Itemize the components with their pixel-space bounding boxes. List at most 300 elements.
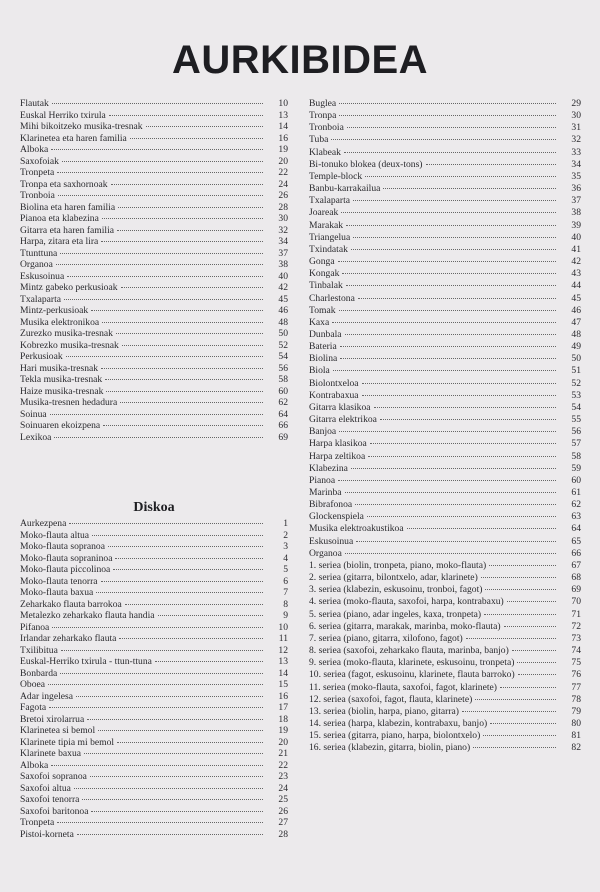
toc-entry-label: Tekla musika-tresnak	[20, 374, 103, 385]
dot-leader	[96, 592, 263, 593]
toc-entry	[20, 236, 288, 248]
dot-leader	[51, 765, 263, 766]
toc-entry-label: Tronboia	[309, 122, 344, 134]
toc-entry-label: Txalaparta	[20, 293, 62, 305]
toc-entry	[309, 463, 581, 475]
toc-entry-page: 73	[571, 632, 581, 644]
toc-entry-page: 78	[571, 693, 581, 705]
dot-leader	[102, 218, 263, 219]
toc-entry-page: 43	[571, 268, 581, 280]
toc-entry	[20, 397, 288, 409]
toc-entry-label: Tuba	[309, 134, 329, 146]
toc-entry	[309, 98, 581, 110]
toc-entry	[309, 584, 581, 596]
toc-entry	[20, 748, 288, 760]
dot-leader	[489, 565, 556, 566]
dot-leader	[120, 402, 263, 403]
toc-entry-page: 60	[278, 385, 288, 397]
toc-entry-page: 37	[278, 247, 288, 259]
toc-entry-label: Dunbala	[309, 328, 342, 340]
toc-entry-page: 81	[571, 730, 581, 742]
dot-leader	[101, 368, 263, 369]
toc-entry-page: 13	[278, 656, 288, 667]
toc-entry-page: 50	[278, 328, 288, 339]
toc-entry-page: 1	[283, 518, 288, 529]
toc-entry-label: Aurkezpena	[20, 518, 67, 529]
toc-entry-page: 8	[283, 598, 288, 610]
dot-leader	[77, 834, 263, 835]
toc-entry-label: Irlandar zeharkako flauta	[20, 633, 117, 644]
toc-entry-label: Kontrabaxua	[309, 389, 359, 401]
toc-entry-page: 19	[278, 725, 288, 736]
toc-entry-label: Euskal-Herriko txirula - ttun-ttuna	[20, 656, 152, 667]
toc-entry-page: 66	[278, 420, 288, 431]
toc-entry-label: Zurezko musika-tresnak	[20, 328, 113, 339]
toc-entry-label: Musika elektroakustikoa	[309, 523, 404, 535]
dot-leader	[67, 276, 263, 277]
toc-entry-page: 44	[571, 280, 581, 292]
dot-leader	[407, 528, 556, 529]
toc-entry-label: 14. seriea (harpa, klabezin, kontrabaxu, banjo)	[309, 717, 488, 729]
dot-leader	[367, 516, 556, 517]
dot-leader	[98, 730, 263, 731]
toc-entry-page: 41	[571, 243, 581, 255]
toc-entry	[309, 268, 581, 280]
toc-entry	[20, 282, 288, 294]
toc-entry	[20, 633, 288, 645]
dot-leader	[121, 287, 263, 288]
dot-leader	[74, 788, 263, 789]
dot-leader	[105, 379, 263, 380]
dot-leader	[344, 152, 556, 153]
toc-entry-page: 76	[571, 669, 581, 681]
toc-entry	[309, 293, 581, 305]
toc-entry-label: Txalaparta	[309, 195, 351, 207]
dot-leader	[108, 546, 263, 547]
toc-entry-label: 6. seriea (gitarra, marakak, marinba, moko-flauta)	[309, 620, 501, 632]
dot-leader	[475, 699, 556, 700]
toc-entry-label: 13. seriea (biolin, harpa, piano, gitarra)	[309, 705, 459, 717]
toc-entry-page: 25	[278, 794, 288, 805]
dot-leader	[76, 696, 263, 697]
dot-leader	[49, 707, 263, 708]
dot-leader	[58, 195, 263, 196]
toc-entry-label: 16. seriea (klabezin, gitarra, biolin, piano)	[309, 742, 471, 754]
toc-entry-label: 15. seriea (gitarra, piano, harpa, biolontxelo)	[309, 730, 481, 742]
toc-entry-label: Biolina eta haren familia	[20, 201, 116, 213]
dot-leader	[342, 273, 556, 274]
toc-entry-page: 42	[571, 256, 581, 268]
toc-entry	[20, 679, 288, 691]
toc-entry-page: 50	[571, 353, 581, 365]
toc-entry	[309, 438, 581, 450]
toc-entry-label: Mintz-perkusioak	[20, 305, 89, 316]
toc-entry-label: Pianoa eta klabezina	[20, 213, 99, 224]
toc-entry-page: 42	[278, 282, 288, 293]
toc-entry	[20, 794, 288, 806]
toc-entry-label: Tomak	[309, 304, 336, 316]
toc-entry-label: Mihi bikoitzeko musika-tresnak	[20, 121, 143, 132]
toc-entry-label: 2. seriea (gitarra, bilontxelo, adar, klarinete)	[309, 572, 478, 584]
toc-entry-label: Haize musika-tresnak	[20, 385, 104, 397]
toc-entry	[309, 390, 581, 402]
toc-entry	[20, 167, 288, 179]
dot-leader	[92, 535, 263, 536]
toc-entry	[309, 694, 581, 706]
dot-leader	[462, 711, 556, 712]
toc-entry-page: 45	[571, 292, 581, 304]
toc-entry-page: 26	[278, 190, 288, 201]
dot-leader	[111, 184, 263, 185]
dot-leader	[355, 504, 556, 505]
toc-entry-page: 62	[571, 499, 581, 511]
toc-entry-page: 16	[278, 132, 288, 144]
dot-leader	[90, 776, 263, 777]
toc-entry	[20, 328, 288, 340]
toc-entry	[20, 432, 288, 444]
dot-leader	[340, 346, 556, 347]
toc-entry-label: Txindatak	[309, 243, 348, 255]
toc-entry-label: Gitarra eta haren familia	[20, 224, 115, 236]
toc-entry	[20, 656, 288, 668]
dot-leader	[339, 103, 556, 104]
toc-entry-label: Glockenspiela	[309, 511, 364, 523]
toc-entry-label: Biolontxeloa	[309, 377, 359, 389]
dot-leader	[125, 604, 263, 605]
toc-entry	[20, 340, 288, 352]
toc-entry-label: Mintz gabeko perkusioak	[20, 282, 118, 293]
toc-entry-label: Eskusoinua	[309, 535, 354, 547]
dot-leader	[351, 468, 556, 469]
toc-entry-label: Tinbalak	[309, 280, 343, 292]
toc-entry-page: 40	[571, 231, 581, 243]
toc-entry	[20, 98, 288, 110]
toc-entry-page: 27	[278, 817, 288, 828]
toc-entry-label: Saxofoi baritonoa	[20, 805, 89, 817]
toc-entry-page: 20	[278, 736, 288, 748]
toc-entry-page: 6	[283, 575, 288, 587]
toc-entry	[309, 353, 581, 365]
toc-entry	[309, 378, 581, 390]
toc-entry-page: 16	[278, 690, 288, 702]
toc-entry	[309, 426, 581, 438]
toc-entry-page: 75	[571, 657, 581, 669]
toc-entry-page: 37	[571, 195, 581, 207]
dot-leader	[500, 687, 556, 688]
toc-entry	[309, 487, 581, 499]
toc-entry-page: 3	[283, 541, 288, 552]
toc-entry-page: 32	[571, 134, 581, 146]
toc-entry-label: 3. seriea (klabezin, eskusoinu, tronboi, fagot)	[309, 584, 483, 596]
toc-entry-label: Bonbarda	[20, 667, 58, 679]
toc-entry	[309, 244, 581, 256]
toc-entry-page: 11	[278, 633, 288, 644]
dot-leader	[130, 138, 263, 139]
toc-entry	[309, 134, 581, 146]
dot-leader	[106, 391, 263, 392]
toc-entry-page: 34	[278, 236, 288, 247]
toc-entry-page: 54	[571, 401, 581, 413]
toc-entry	[20, 409, 288, 421]
toc-entry	[309, 305, 581, 317]
dot-leader	[338, 480, 556, 481]
toc-entry-label: 7. seriea (piano, gitarra, xilofono, fagot)	[309, 632, 463, 644]
toc-entry	[20, 564, 288, 576]
toc-entry-page: 60	[571, 474, 581, 486]
toc-entry	[309, 609, 581, 621]
toc-entry	[309, 718, 581, 730]
toc-entry-page: 69	[278, 431, 288, 443]
toc-entry-label: Eskusoinua	[20, 270, 65, 282]
dot-leader	[118, 207, 263, 208]
toc-entry	[309, 147, 581, 159]
toc-entry-label: 10. seriea (fagot, eskusoinu, klarinete, flauta barroko)	[309, 669, 515, 681]
toc-entry	[20, 271, 288, 283]
toc-entry	[20, 317, 288, 329]
toc-entry-label: Saxofoiak	[20, 155, 59, 167]
toc-entry-label: Tronpa eta saxhornoak	[20, 178, 108, 190]
dot-leader	[48, 684, 263, 685]
dot-leader	[64, 299, 263, 300]
dot-leader	[383, 188, 556, 189]
dot-leader	[117, 742, 263, 743]
toc-entry-page: 34	[571, 158, 581, 170]
dot-leader	[340, 358, 556, 359]
toc-entry-label: Moko-flauta sopranoa	[20, 541, 105, 552]
toc-entry-label: Saxofoi tenorra	[20, 794, 80, 805]
toc-entry-page: 47	[571, 316, 581, 328]
dot-leader	[362, 383, 556, 384]
toc-entry-label: Soinuaren ekoizpena	[20, 420, 101, 431]
toc-entry	[20, 133, 288, 145]
toc-entry-page: 66	[571, 547, 581, 559]
toc-entry-label: Moko-flauta tenorra	[20, 575, 98, 587]
toc-entry-page: 36	[571, 183, 581, 195]
toc-entry-page: 13	[278, 109, 288, 121]
dot-leader	[374, 407, 556, 408]
dot-leader	[518, 674, 556, 675]
dot-leader	[346, 225, 556, 226]
dot-leader	[91, 310, 263, 311]
dot-leader	[346, 285, 556, 286]
toc-entry	[20, 121, 288, 133]
dot-leader	[484, 614, 556, 615]
toc-entry-page: 2	[283, 529, 288, 541]
toc-entry-label: Biola	[309, 365, 330, 377]
toc-entry-page: 55	[571, 414, 581, 426]
toc-entry	[20, 156, 288, 168]
toc-entry-label: 1. seriea (biolin, tronpeta, piano, moko-flauta)	[309, 559, 487, 571]
toc-entry-label: Temple-block	[309, 170, 363, 182]
toc-entry-page: 53	[571, 389, 581, 401]
toc-entry-label: 9. seriea (moko-flauta, klarinete, eskusoinu, tronpeta)	[309, 657, 515, 669]
dot-leader	[333, 370, 556, 371]
toc-entry	[309, 220, 581, 232]
toc-entry-label: Hari musika-tresnak	[20, 362, 99, 374]
toc-entry-label: Kobrezko musika-tresnak	[20, 339, 119, 351]
dot-leader	[57, 822, 263, 823]
toc-entry-label: Fagota	[20, 702, 47, 713]
toc-entry	[309, 122, 581, 134]
toc-entry	[20, 714, 288, 726]
toc-entry-label: Perkusioak	[20, 351, 63, 362]
toc-entry	[20, 668, 288, 680]
dot-leader	[339, 310, 556, 311]
toc-entry-label: Tronpa	[309, 110, 337, 122]
dot-leader	[60, 253, 263, 254]
toc-entry-label: Ttunttuna	[20, 247, 58, 259]
toc-entry	[309, 171, 581, 183]
toc-entry	[20, 248, 288, 260]
toc-entry-page: 58	[278, 374, 288, 385]
toc-entry-label: Gitarra elektrikoa	[309, 414, 377, 426]
toc-entry-page: 22	[278, 167, 288, 178]
toc-entry-page: 74	[571, 645, 581, 657]
toc-right	[309, 98, 581, 754]
toc-entry	[309, 596, 581, 608]
toc-entry-label: Zeharkako flauta barrokoa	[20, 598, 122, 610]
toc-entry-page: 77	[571, 681, 581, 693]
toc-entry	[309, 256, 581, 268]
toc-entry-label: Klabeak	[309, 146, 341, 158]
dot-leader	[61, 650, 263, 651]
toc-entry-page: 48	[278, 316, 288, 328]
toc-entry-page: 30	[278, 213, 288, 224]
dot-leader	[155, 661, 263, 662]
toc-entry-label: Klarinetea si bemol	[20, 725, 96, 736]
dot-leader	[331, 139, 556, 140]
toc-entry-page: 29	[571, 98, 581, 109]
dot-leader	[117, 230, 263, 231]
toc-entry-page: 9	[283, 610, 288, 621]
dot-leader	[362, 395, 556, 396]
toc-entry	[309, 511, 581, 523]
toc-entry-label: Soinua	[20, 408, 47, 420]
toc-entry-page: 38	[278, 259, 288, 270]
toc-left-disk	[20, 518, 288, 840]
toc-entry-label: Musika elektronikoa	[20, 316, 100, 328]
toc-entry-page: 15	[278, 679, 288, 690]
toc-entry	[309, 548, 581, 560]
toc-entry	[309, 706, 581, 718]
toc-entry	[309, 365, 581, 377]
toc-entry-label: Klabezina	[309, 462, 348, 474]
toc-entry	[309, 317, 581, 329]
toc-entry-page: 23	[278, 771, 288, 782]
toc-entry	[309, 657, 581, 669]
toc-entry-label: Harpa, zitara eta lira	[20, 236, 99, 247]
toc-entry-page: 58	[571, 450, 581, 462]
dot-leader	[332, 322, 556, 323]
dot-leader	[122, 345, 263, 346]
toc-entry-page: 51	[571, 365, 581, 377]
dot-leader	[358, 298, 556, 299]
dot-leader	[91, 811, 263, 812]
toc-entry-page: 33	[571, 146, 581, 158]
toc-entry	[20, 783, 288, 795]
section-heading-diskoa: Diskoa	[133, 500, 175, 515]
toc-entry	[20, 190, 288, 202]
toc-entry-page: 30	[571, 110, 581, 122]
toc-entry-label: Triangelua	[309, 231, 351, 243]
toc-entry-page: 46	[278, 305, 288, 316]
dot-leader	[351, 249, 556, 250]
toc-entry-page: 57	[571, 438, 581, 450]
toc-left-top	[20, 98, 288, 443]
toc-entry-label: Musika-tresnen hedadura	[20, 397, 118, 408]
dot-leader	[347, 127, 556, 128]
toc-entry	[20, 420, 288, 432]
toc-entry-label: 12. seriea (saxofoi, fagot, flauta, klarinete)	[309, 693, 473, 705]
page-title: AURKIBIDEA	[171, 38, 429, 82]
dot-leader	[109, 115, 263, 116]
toc-entry-page: 28	[278, 201, 288, 213]
toc-entry	[20, 702, 288, 714]
toc-entry-page: 10	[278, 98, 288, 109]
toc-entry-page: 46	[571, 304, 581, 316]
dot-leader	[473, 747, 556, 748]
toc-entry-page: 12	[278, 644, 288, 656]
toc-entry	[309, 645, 581, 657]
toc-entry	[20, 179, 288, 191]
toc-entry	[20, 305, 288, 317]
toc-entry	[20, 294, 288, 306]
dot-leader	[365, 176, 556, 177]
toc-entry-label: Pianoa	[309, 474, 336, 486]
dot-leader	[338, 261, 556, 262]
toc-entry-label: Marakak	[309, 219, 344, 231]
toc-entry-label: Flautak	[20, 98, 49, 109]
toc-entry-page: 69	[571, 584, 581, 596]
toc-entry	[309, 207, 581, 219]
toc-entry	[20, 587, 288, 599]
toc-entry-label: Buglea	[309, 98, 337, 109]
toc-entry	[309, 633, 581, 645]
toc-entry-page: 67	[571, 559, 581, 571]
toc-entry-label: Lexikoa	[20, 431, 52, 443]
toc-entry	[20, 363, 288, 375]
toc-entry-page: 38	[571, 207, 581, 219]
toc-entry	[20, 622, 288, 634]
toc-entry	[309, 414, 581, 426]
dot-leader	[69, 523, 263, 524]
toc-entry-label: Charlestona	[309, 292, 355, 304]
toc-entry-label: Marinba	[309, 487, 342, 498]
toc-entry-page: 26	[278, 805, 288, 817]
toc-entry	[309, 451, 581, 463]
dot-leader	[483, 735, 556, 736]
toc-entry	[309, 523, 581, 535]
toc-entry-page: 59	[571, 462, 581, 474]
dot-leader	[102, 322, 263, 323]
toc-entry-page: 24	[278, 178, 288, 190]
toc-entry-label: Biolina	[309, 353, 338, 365]
toc-entry-label: Kongak	[309, 268, 340, 280]
toc-entry-label: Harpa zeltikoa	[309, 450, 366, 462]
dot-leader	[466, 638, 556, 639]
toc-entry-page: 22	[278, 759, 288, 771]
toc-entry	[309, 742, 581, 754]
toc-entry-label: Oboea	[20, 679, 46, 690]
dot-leader	[101, 241, 263, 242]
toc-entry	[309, 402, 581, 414]
toc-entry-page: 17	[278, 702, 288, 713]
toc-entry-label: Organoa	[20, 259, 53, 270]
toc-entry-label: Alboka	[20, 144, 49, 155]
dot-leader	[52, 103, 263, 104]
toc-entry-label: Banjoa	[309, 426, 337, 438]
toc-entry	[20, 645, 288, 657]
